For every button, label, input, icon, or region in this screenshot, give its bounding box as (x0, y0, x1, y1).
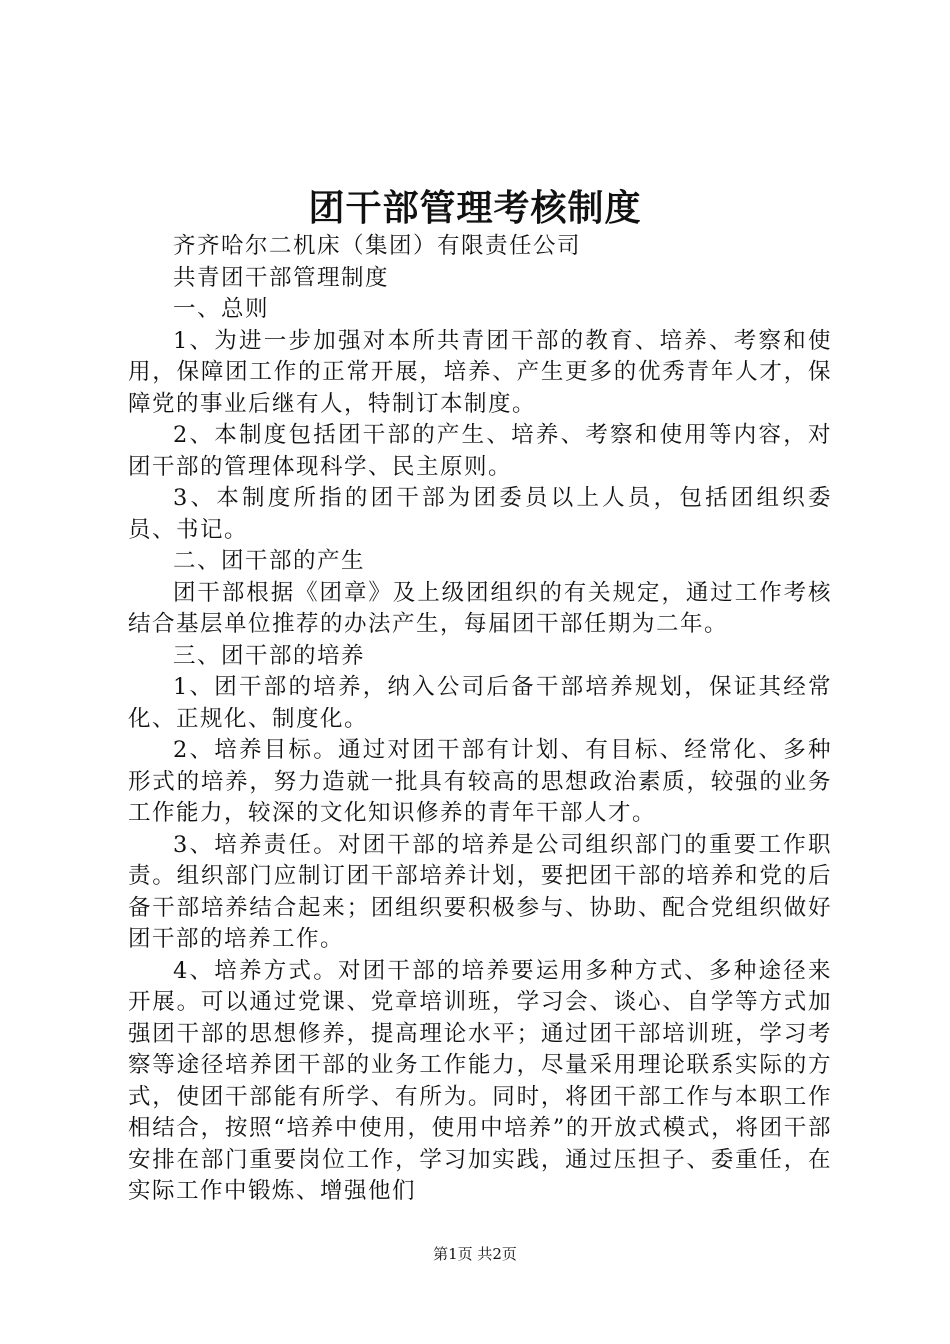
regulation-name-line: 共青团干部管理制度 (173, 264, 390, 291)
document-title: 团干部管理考核制度 (308, 187, 642, 229)
company-name-line: 齐齐哈尔二机床（集团）有限责任公司 (173, 233, 582, 259)
paragraph: 团干部根据《团章》及上级团组织的有关规定，通过工作考核结合基层单位推荐的办法产生，每届团干部任期为二年。 (128, 579, 832, 637)
paragraph: 3、本制度所指的团干部为团委员以上人员，包括团组织委员、书记。 (128, 485, 832, 543)
paragraph: 4、培养方式。对团干部的培养要运用多种方式、多种途径来开展。可以通过党课、党章培训班，学习会、谈心、自学等方式加强团干部的思想修养，提高理论水平；通过团干部培训班，学习考察等途径培养团干部的业务工作能力，尽量采用理论联系实际的方式，使团干部能有所学、有所为。同时，将团干部工作与本职工作相结合，按照“培养中使用，使用中培养”的开放式模式，将团干部安排在部门重要岗位工作，学习加实践，通过压担子、委重任，在实际工作中锻炼、增强他们 (128, 957, 832, 1204)
document-body (128, 231, 832, 1208)
paragraph: 1、团干部的培养，纳入公司后备干部培养规划，保证其经常化、正规化、制度化。 (128, 674, 832, 732)
section-heading-general: 一、总则 (173, 296, 270, 322)
paragraph: 3、培养责任。对团干部的培养是公司组织部门的重要工作职责。组织部门应制订团干部培养计划，要把团干部的培养和党的后备干部培养结合起来；团组织要积极参与、协助、配合党组织做好团干部的培养工作。 (128, 831, 832, 952)
paragraph: 2、培养目标。通过对团干部有计划、有目标、经常化、多种形式的培养，努力造就一批具有较高的思想政治素质，较强的业务工作能力，较深的文化知识修养的青年干部人才。 (128, 737, 832, 826)
paragraph: 2、本制度包括团干部的产生、培养、考察和使用等内容，对团干部的管理体现科学、民主原则。 (128, 422, 832, 480)
paragraph: 1、为进一步加强对本所共青团干部的教育、培养、考察和使用，保障团工作的正常开展，培养、产生更多的优秀青年人才，保障党的事业后继有人，特制订本制度。 (128, 327, 832, 417)
section-heading-training: 三、团干部的培养 (173, 642, 366, 669)
page-number: 第1页 共2页 (433, 1245, 517, 1263)
section-heading-selection: 二、团干部的产生 (173, 548, 366, 574)
